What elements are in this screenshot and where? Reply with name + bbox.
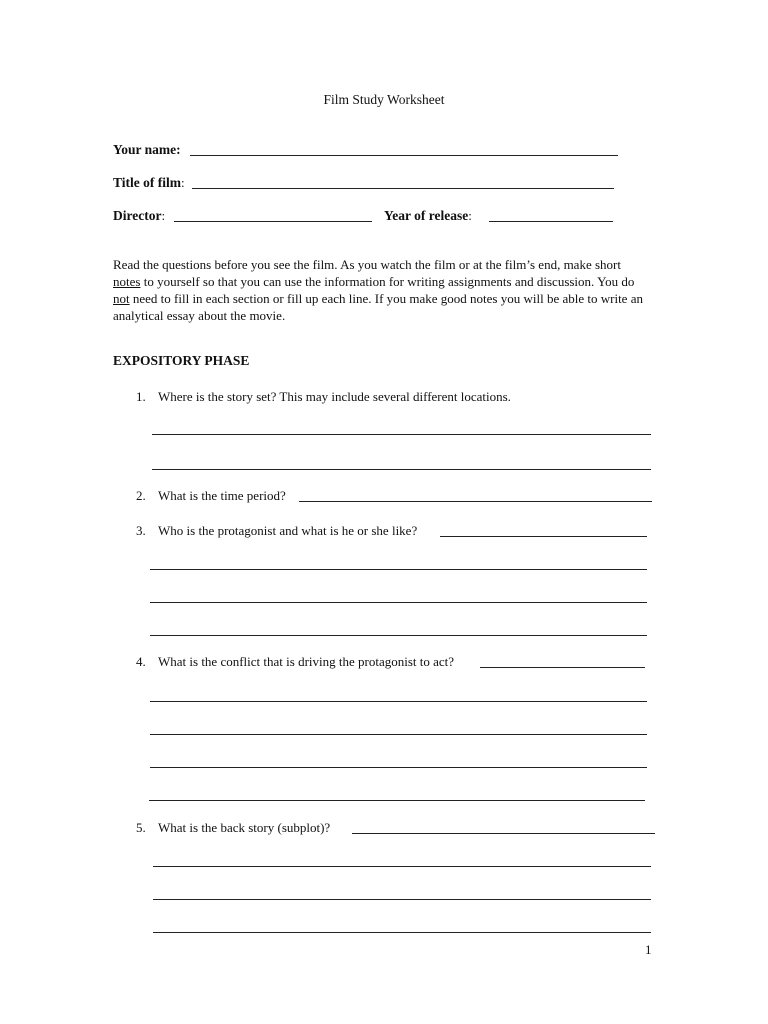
question-4-answer-line-3[interactable] — [150, 767, 647, 768]
title-of-film-line[interactable] — [192, 188, 614, 189]
question-3-answer-line-2[interactable] — [150, 602, 647, 603]
intro-not-word: not — [113, 291, 130, 306]
intro-text-2: to yourself so that you can use the information for writing assignments and discussion. You do — [140, 274, 635, 289]
question-3-answer-line-3[interactable] — [150, 635, 647, 636]
question-5-number: 5. — [136, 820, 146, 835]
question-1-answer-line-1[interactable] — [152, 434, 651, 435]
question-5-answer-line-2[interactable] — [153, 899, 651, 900]
intro-text-3: need to fill in each section or fill up each line. If you make good notes you will be able to write an analytical essay about the movie. — [113, 291, 643, 323]
question-4-answer-line-2[interactable] — [150, 734, 647, 735]
question-3-answer-line-1[interactable] — [150, 569, 647, 570]
page-title: Film Study Worksheet — [323, 92, 445, 107]
question-3-number: 3. — [136, 523, 146, 538]
question-5-answer-line-1[interactable] — [153, 866, 651, 867]
question-3-text: Who is the protagonist and what is he or she like? — [158, 523, 418, 538]
director-colon: : — [161, 208, 166, 223]
intro-text-1: Read the questions before you see the film. As you watch the film or at the film’s end, make short — [113, 257, 621, 272]
question-3-answer-line-inline[interactable] — [440, 536, 647, 537]
year-line[interactable] — [489, 221, 613, 222]
intro-paragraph — [113, 256, 643, 324]
question-4-answer-line-1[interactable] — [150, 701, 647, 702]
director-label: Director — [113, 208, 162, 223]
intro-notes-word: notes — [113, 274, 141, 289]
page-number: 1 — [645, 942, 652, 957]
question-4-number: 4. — [136, 654, 146, 669]
question-1-number: 1. — [136, 389, 146, 404]
title-of-film-label: Title of film — [113, 175, 181, 190]
year-label-group — [384, 208, 472, 224]
question-2-number: 2. — [136, 488, 146, 503]
title-of-film-colon: : — [181, 175, 185, 190]
question-2-text: What is the time period? — [158, 488, 286, 503]
your-name-label: Your name: — [113, 142, 181, 157]
title-of-film-label-group — [113, 175, 185, 191]
section-heading: EXPOSITORY PHASE — [113, 353, 250, 368]
question-5-text: What is the back story (subplot)? — [158, 820, 331, 835]
question-4-answer-line-4[interactable] — [149, 800, 645, 801]
question-1-answer-line-2[interactable] — [152, 469, 651, 470]
question-2-answer-line[interactable] — [299, 501, 652, 502]
question-5-answer-line-3[interactable] — [153, 932, 651, 933]
question-4-answer-line-inline[interactable] — [480, 667, 645, 668]
question-4-text: What is the conflict that is driving the protagonist to act? — [158, 654, 455, 669]
year-colon: : — [468, 208, 472, 223]
director-line[interactable] — [174, 221, 372, 222]
year-label: Year of release — [384, 208, 469, 223]
question-5-answer-line-inline[interactable] — [352, 833, 655, 834]
your-name-line[interactable] — [190, 155, 618, 156]
question-1-text: Where is the story set? This may include several different locations. — [158, 389, 511, 404]
director-label-group — [113, 208, 165, 224]
